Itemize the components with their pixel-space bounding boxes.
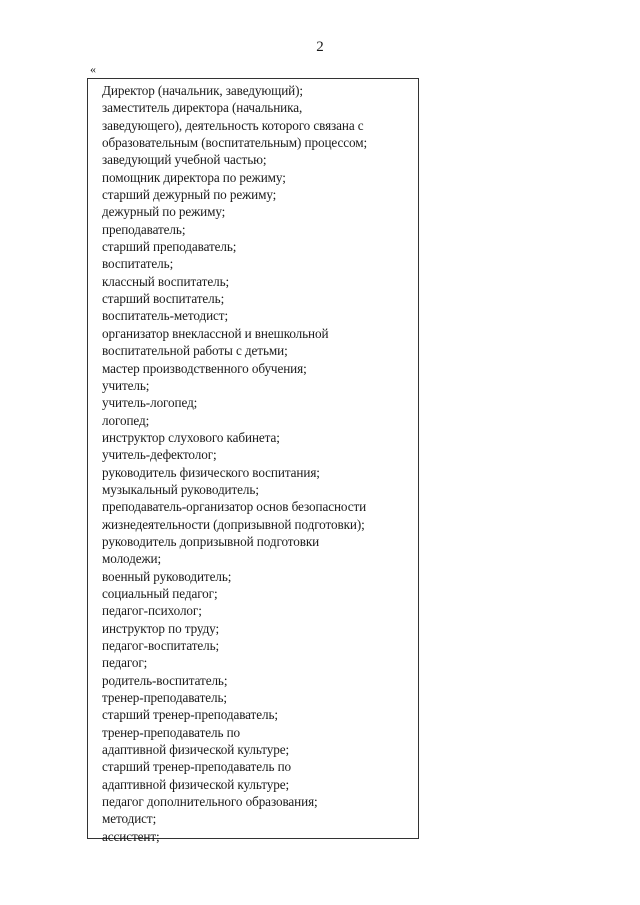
position-line: преподаватель; (102, 221, 186, 237)
position-line: воспитатель-методист; (102, 308, 229, 324)
position-line: дежурный по режиму; (102, 204, 226, 220)
position-line: тренер-преподаватель; (102, 690, 227, 706)
position-line: помощник директора по режиму; (102, 169, 286, 185)
opening-quote-mark: « (90, 62, 96, 76)
position-line: учитель-дефектолог; (102, 447, 217, 463)
position-line: старший тренер-преподаватель; (102, 707, 278, 723)
position-line: родитель-воспитатель; (102, 672, 228, 688)
position-line: организатор внеклассной и внешкольной (102, 325, 329, 341)
position-line: преподаватель-организатор основ безопасности (102, 499, 367, 515)
position-line: адаптивной физической культуре; (102, 742, 290, 758)
position-line: Директор (начальник, заведующий); (102, 83, 303, 98)
position-line: педагог-психолог; (102, 603, 202, 619)
position-line: образовательным (воспитательным) процессом; (102, 135, 368, 151)
position-line: социальный педагог; (102, 585, 218, 601)
position-line: заведующего), деятельность которого связана с (102, 117, 364, 133)
position-line: жизнедеятельности (допризывной подготовки); (102, 516, 365, 532)
page-number: 2 (316, 39, 324, 55)
position-line: классный воспитатель; (102, 273, 230, 289)
positions-list (88, 79, 418, 845)
position-line: заведующий учебной частью; (102, 152, 267, 168)
position-line: педагог-воспитатель; (102, 638, 220, 653)
position-line: педагог; (102, 655, 148, 671)
position-line: педагог дополнительного образования; (102, 794, 318, 810)
position-line: инструктор по труду; (102, 620, 220, 636)
position-line: ассистент; (102, 828, 160, 844)
position-line: учитель-логопед; (102, 395, 198, 411)
position-line: руководитель физического воспитания; (102, 464, 320, 480)
position-line: молодежи; (102, 551, 162, 567)
position-line: военный руководитель; (102, 568, 232, 584)
position-line: адаптивной физической культуре; (102, 776, 290, 792)
position-line: старший дежурный по режиму; (102, 187, 277, 203)
position-line: мастер производственного обучения; (102, 360, 307, 376)
position-line: старший тренер-преподаватель по (102, 759, 292, 775)
position-line: старший воспитатель; (102, 291, 225, 307)
position-line: заместитель директора (начальника, (102, 100, 303, 116)
position-line: методист; (102, 811, 157, 827)
position-line: музыкальный руководитель; (102, 481, 259, 497)
position-line: логопед; (102, 412, 150, 428)
position-line: воспитатель; (102, 256, 174, 272)
position-line: инструктор слухового кабинета; (102, 429, 280, 445)
position-line: воспитательной работы с детьми; (102, 343, 288, 359)
positions-table-cell (87, 78, 419, 844)
position-line: тренер-преподаватель по (102, 724, 241, 740)
position-line: старший преподаватель; (102, 239, 237, 255)
position-line: учитель; (102, 377, 150, 393)
position-line: руководитель допризывной подготовки (102, 533, 320, 549)
